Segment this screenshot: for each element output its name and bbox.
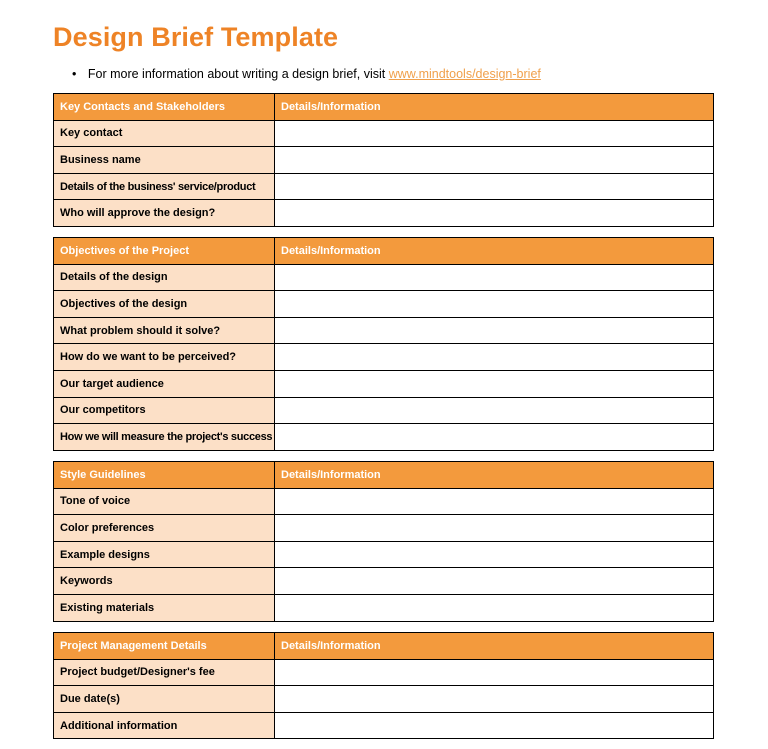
details-field[interactable] <box>275 317 714 344</box>
form-row <box>54 200 714 227</box>
section-heading: Key Contacts and Stakeholders <box>54 94 275 121</box>
details-field[interactable] <box>275 120 714 147</box>
section-header-row <box>54 462 714 489</box>
section-project-management <box>53 632 714 739</box>
details-field[interactable] <box>275 686 714 713</box>
form-row <box>54 568 714 595</box>
column-heading: Details/Information <box>275 238 714 265</box>
row-label: Business name <box>54 147 275 174</box>
details-field[interactable] <box>275 370 714 397</box>
design-brief-link[interactable]: www.mindtools/design-brief <box>388 67 541 81</box>
section-objectives <box>53 237 714 451</box>
details-field[interactable] <box>275 488 714 515</box>
row-label: Additional information <box>54 712 275 739</box>
form-row <box>54 264 714 291</box>
details-field[interactable] <box>275 515 714 542</box>
details-field[interactable] <box>275 173 714 200</box>
form-row <box>54 397 714 424</box>
column-heading: Details/Information <box>275 462 714 489</box>
section-header-row <box>54 94 714 121</box>
row-label: Who will approve the design? <box>54 200 275 227</box>
details-field[interactable] <box>275 659 714 686</box>
intro-line <box>72 67 541 81</box>
row-label: Our competitors <box>54 397 275 424</box>
row-label: Objectives of the design <box>54 291 275 318</box>
details-field[interactable] <box>275 397 714 424</box>
details-field[interactable] <box>275 291 714 318</box>
row-label: How do we want to be perceived? <box>54 344 275 371</box>
section-heading: Project Management Details <box>54 633 275 660</box>
row-label: Existing materials <box>54 594 275 621</box>
row-label: Keywords <box>54 568 275 595</box>
form-row <box>54 291 714 318</box>
details-field[interactable] <box>275 344 714 371</box>
details-field[interactable] <box>275 568 714 595</box>
row-label: Due date(s) <box>54 686 275 713</box>
bullet-icon: • <box>72 67 77 81</box>
column-heading: Details/Information <box>275 94 714 121</box>
row-label: How we will measure the project's success <box>54 424 275 451</box>
section-heading: Objectives of the Project <box>54 238 275 265</box>
section-header-row <box>54 633 714 660</box>
form-row <box>54 173 714 200</box>
row-label: Key contact <box>54 120 275 147</box>
form-row <box>54 424 714 451</box>
page-title: Design Brief Template <box>53 22 339 52</box>
form-row <box>54 147 714 174</box>
row-label: Project budget/Designer's fee <box>54 659 275 686</box>
details-field[interactable] <box>275 200 714 227</box>
row-label: What problem should it solve? <box>54 317 275 344</box>
details-field[interactable] <box>275 594 714 621</box>
form-row <box>54 317 714 344</box>
form-row <box>54 488 714 515</box>
details-field[interactable] <box>275 424 714 451</box>
details-field[interactable] <box>275 712 714 739</box>
form-row <box>54 594 714 621</box>
row-label: Tone of voice <box>54 488 275 515</box>
form-row <box>54 541 714 568</box>
section-heading: Style Guidelines <box>54 462 275 489</box>
row-label: Our target audience <box>54 370 275 397</box>
form-row <box>54 120 714 147</box>
form-row <box>54 344 714 371</box>
section-header-row <box>54 238 714 265</box>
form-row <box>54 686 714 713</box>
section-key-contacts <box>53 93 714 227</box>
section-style-guidelines <box>53 461 714 622</box>
form-row <box>54 370 714 397</box>
row-label: Details of the business' service/product <box>54 173 275 200</box>
form-row <box>54 515 714 542</box>
row-label: Color preferences <box>54 515 275 542</box>
details-field[interactable] <box>275 541 714 568</box>
form-row <box>54 712 714 739</box>
details-field[interactable] <box>275 147 714 174</box>
form-row <box>54 659 714 686</box>
details-field[interactable] <box>275 264 714 291</box>
row-label: Details of the design <box>54 264 275 291</box>
column-heading: Details/Information <box>275 633 714 660</box>
intro-text: For more information about writing a design brief, visit <box>87 67 386 81</box>
row-label: Example designs <box>54 541 275 568</box>
